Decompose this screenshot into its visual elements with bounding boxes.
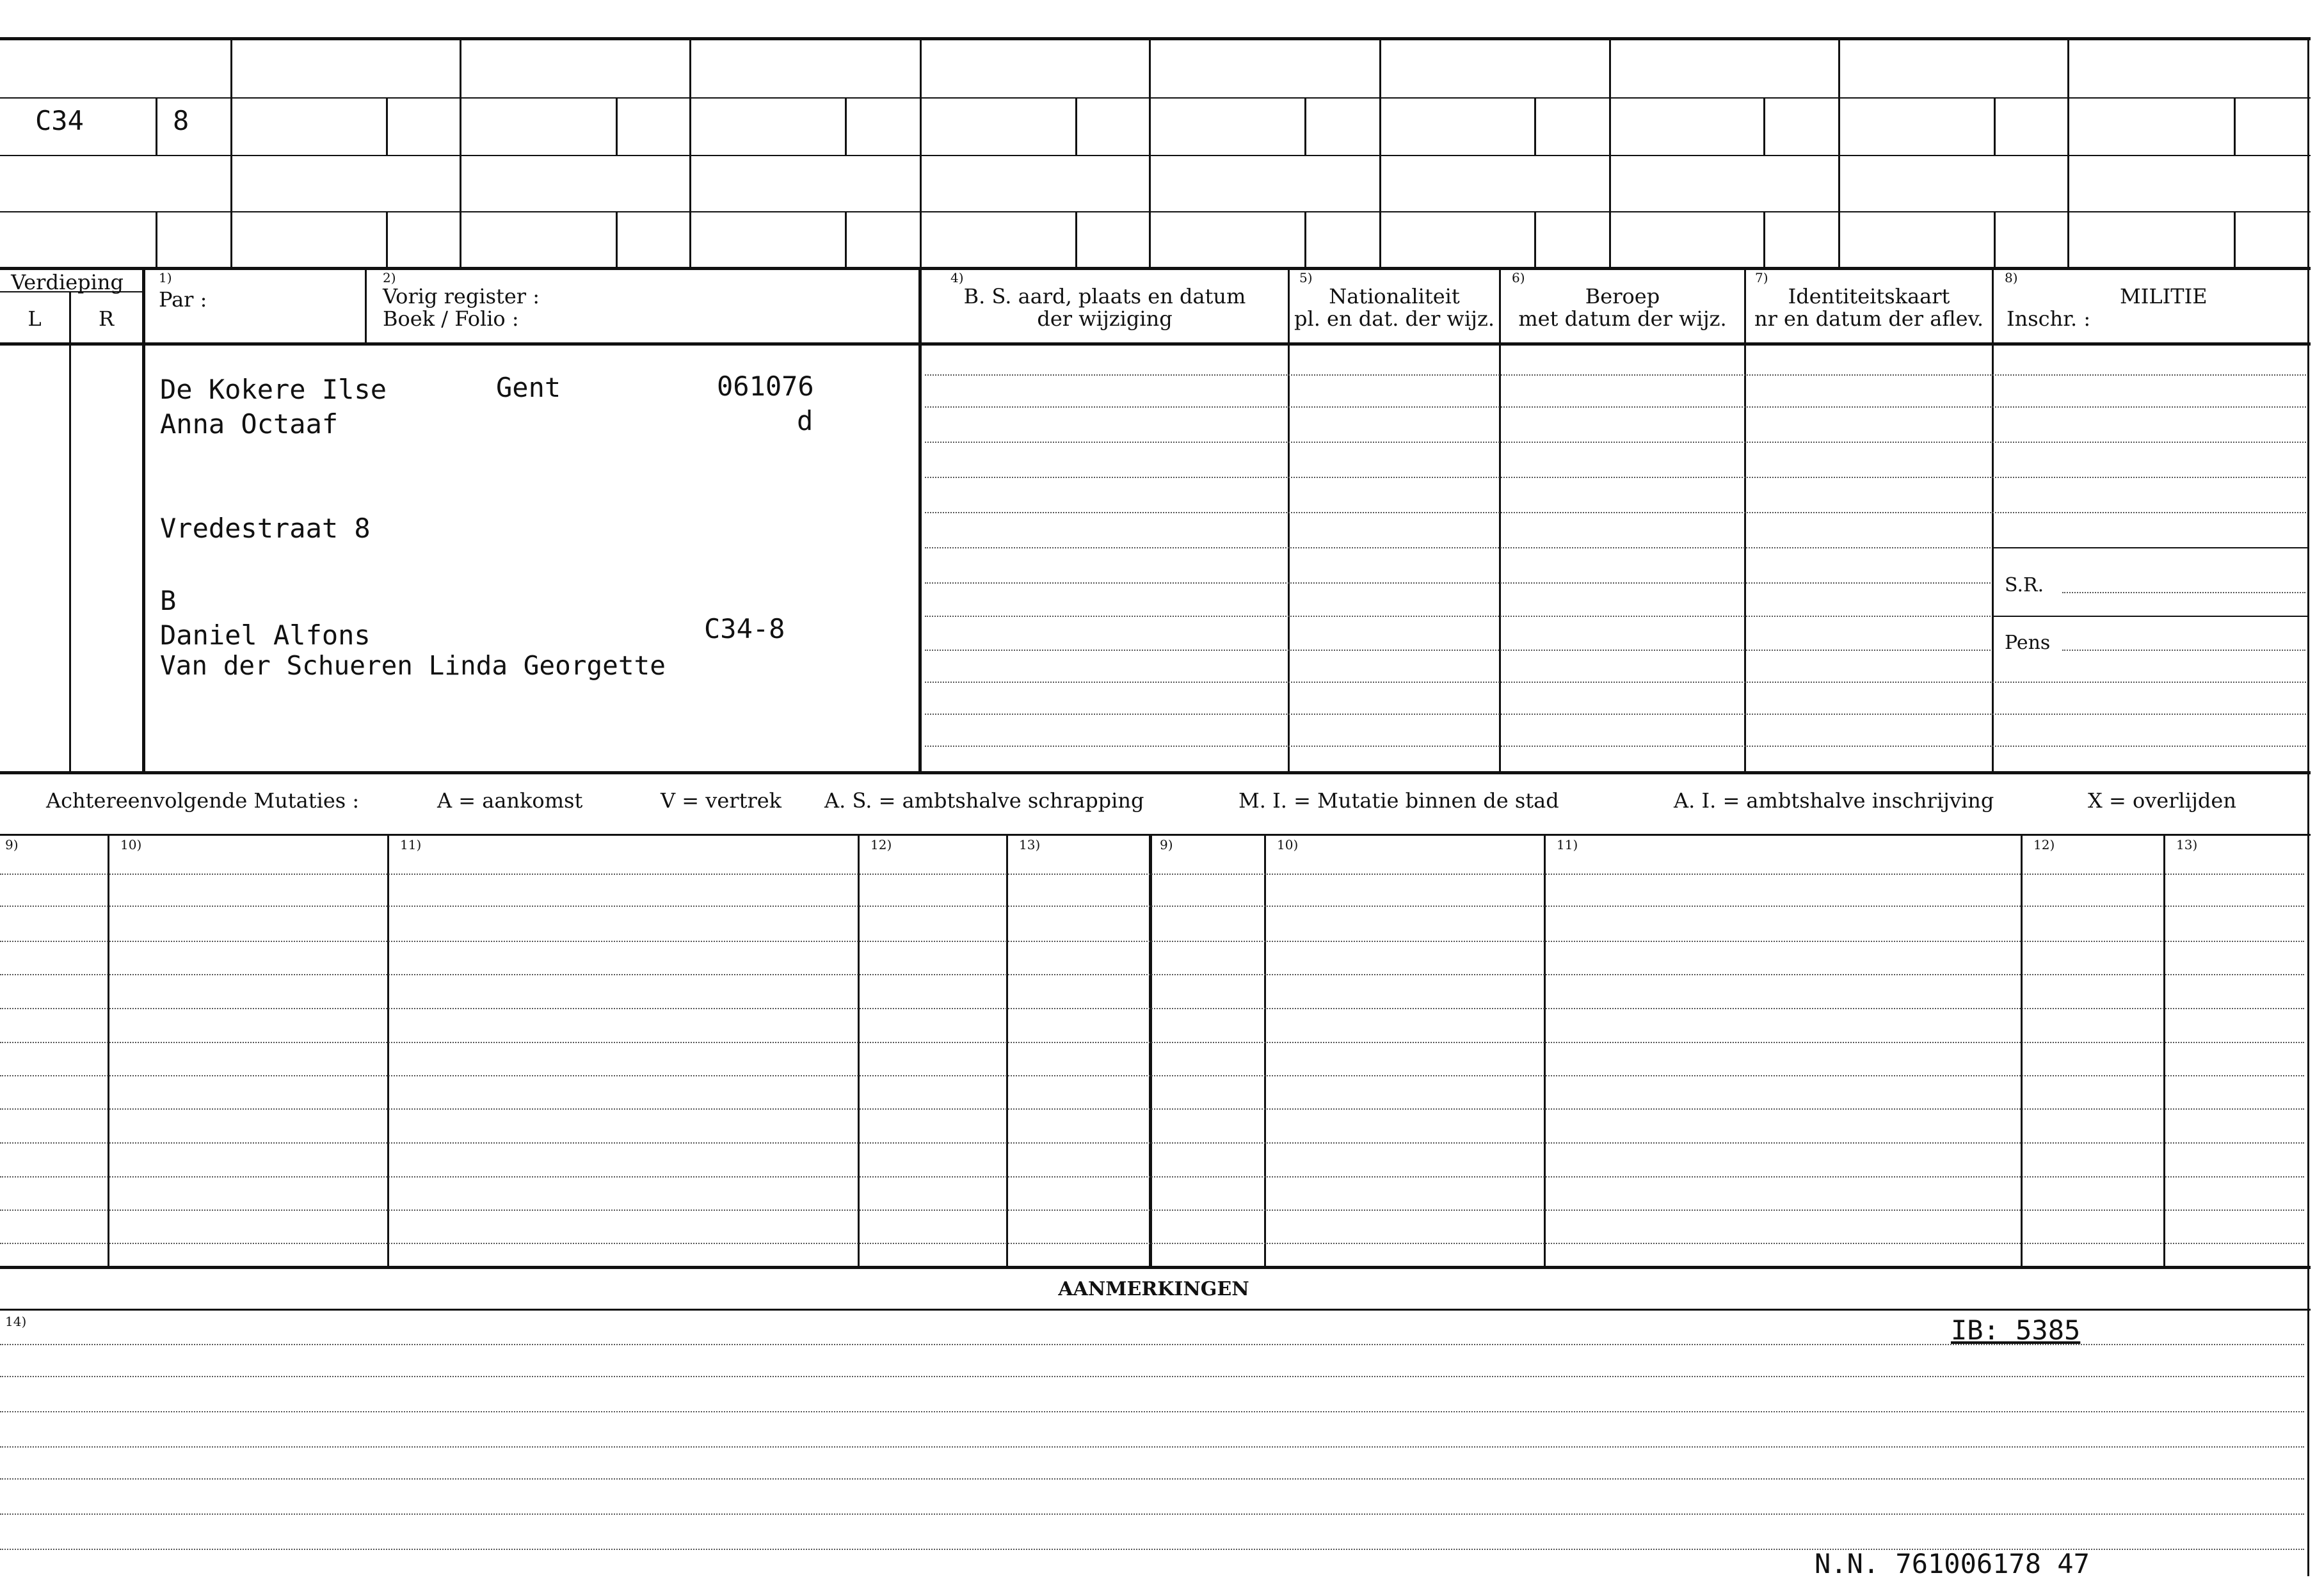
mut-col10-left: 10)	[120, 837, 142, 852]
parents-marker: B	[160, 585, 177, 616]
mut-col11-right: 11)	[1557, 837, 1578, 852]
legend-official-registration: A. I. = ambtshalve inschrijving	[1674, 788, 1994, 813]
bs-label-line2: der wijziging	[1037, 307, 1173, 331]
mother-name: Van der Schueren Linda Georgette	[160, 650, 666, 681]
col8-number: 8)	[2005, 270, 2018, 285]
legend-internal-move: M. I. = Mutatie binnen de stad	[1238, 788, 1559, 813]
person-birthplace: Gent	[496, 372, 561, 403]
identiteitskaart-label-line2: nr en datum der aflev.	[1754, 307, 1984, 331]
bs-label-line1: B. S. aard, plaats en datum	[963, 284, 1246, 308]
floor-left-label: L	[28, 307, 42, 331]
national-number: N.N. 761006178 47	[1815, 1548, 2090, 1579]
nationaliteit-label-line2: pl. en dat. der wijz.	[1294, 307, 1495, 331]
boek-folio-label: Boek / Folio :	[383, 307, 519, 331]
militie-label: MILITIE	[2120, 284, 2208, 308]
register-number: 8	[173, 105, 189, 136]
person-address: Vredestraat 8	[160, 513, 371, 544]
legend-departure: V = vertrek	[661, 788, 782, 813]
beroep-label-line1: Beroep	[1585, 284, 1660, 308]
legend-death: X = overlijden	[2088, 788, 2236, 813]
family-reference: C34-8	[704, 613, 785, 644]
pens-label: Pens	[2005, 632, 2051, 654]
legend-arrival: A = aankomst	[437, 788, 583, 813]
identiteitskaart-label-line1: Identiteitskaart	[1788, 284, 1950, 308]
person-given-names: Anna Octaaf	[160, 408, 339, 440]
legend-title: Achtereenvolgende Mutaties :	[46, 788, 360, 813]
mut-col13-right: 13)	[2176, 837, 2198, 852]
col6-number: 6)	[1512, 270, 1525, 285]
mut-col12-left: 12)	[870, 837, 892, 852]
person-surname: De Kokere Ilse	[160, 374, 387, 405]
person-birthdate: 061076	[717, 371, 814, 402]
legend-official-removal: A. S. = ambtshalve schrapping	[824, 788, 1144, 813]
col4-number: 4)	[950, 270, 964, 285]
mut-col12-right: 12)	[2033, 837, 2055, 852]
nationaliteit-label-line1: Nationaliteit	[1329, 284, 1460, 308]
mut-col11-left: 11)	[400, 837, 422, 852]
par-label: Par :	[159, 287, 207, 312]
inschr-label: Inschr. :	[2007, 307, 2091, 331]
verdieping-label: Verdieping	[11, 270, 124, 294]
col7-number: 7)	[1755, 270, 1768, 285]
person-code: d	[797, 405, 813, 436]
vorig-register-label: Vorig register :	[383, 284, 540, 308]
col1-number: 1)	[159, 270, 172, 285]
remarks-ib: IB: 5385	[1951, 1314, 2081, 1346]
beroep-label-line2: met datum der wijz.	[1518, 307, 1727, 331]
floor-right-label: R	[98, 307, 115, 331]
remarks-title: AANMERKINGEN	[1058, 1278, 1249, 1300]
mut-col10-right: 10)	[1277, 837, 1299, 852]
mut-col9-left: 9)	[5, 837, 19, 852]
sr-label: S.R.	[2005, 574, 2044, 596]
mut-col9-right: 9)	[1160, 837, 1173, 852]
remarks-number: 14)	[5, 1314, 27, 1329]
mut-col13-left: 13)	[1019, 837, 1041, 852]
father-name: Daniel Alfons	[160, 619, 371, 651]
register-code: C34	[35, 105, 84, 136]
col5-number: 5)	[1299, 270, 1313, 285]
col2-number: 2)	[383, 270, 396, 285]
